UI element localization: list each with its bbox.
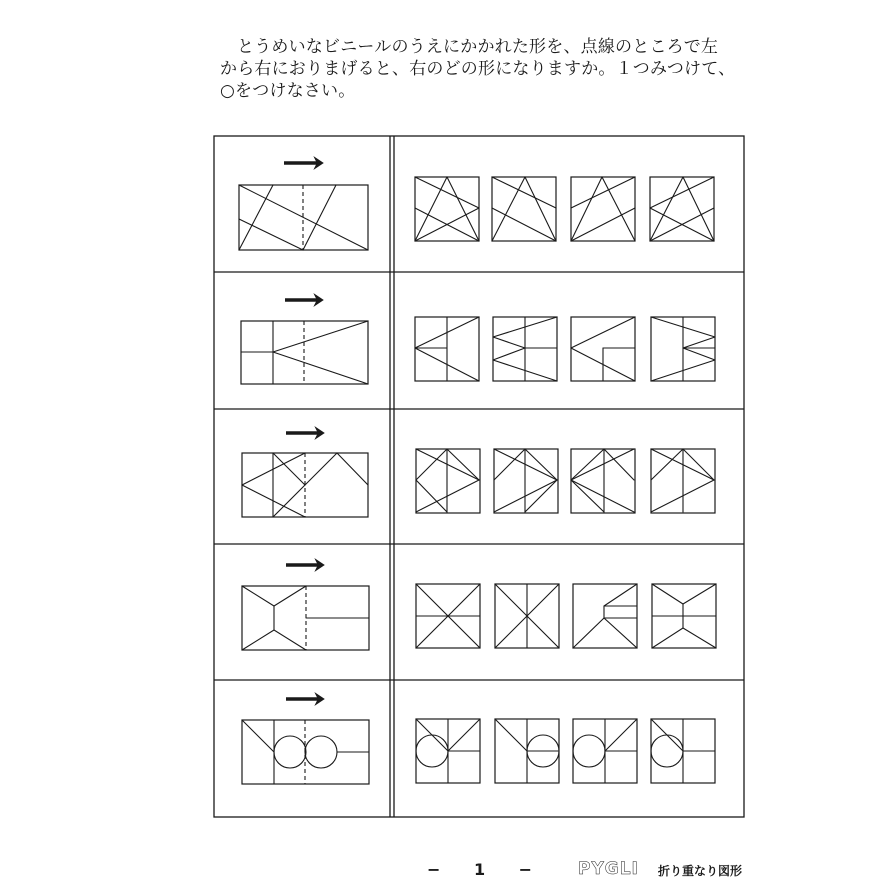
answer-option-1[interactable] <box>416 449 480 513</box>
answer-option-2[interactable] <box>493 317 557 381</box>
answer-option-4[interactable] <box>650 177 714 241</box>
answer-option-3[interactable] <box>571 177 635 241</box>
instruction-line-3: ○をつけなさい。 <box>220 81 356 101</box>
answer-option-3[interactable] <box>571 317 635 381</box>
worksheet-title: 折り重なり図形 <box>658 864 743 878</box>
answer-option-1[interactable] <box>415 317 479 381</box>
answer-option-2[interactable] <box>492 177 556 241</box>
source-figure <box>242 453 368 517</box>
answer-option-4[interactable] <box>651 317 715 381</box>
shape-frame <box>416 449 480 513</box>
answer-option-2[interactable] <box>495 584 559 648</box>
answer-option-3[interactable] <box>573 584 637 648</box>
problem-row-2 <box>241 300 715 384</box>
source-figure <box>241 321 368 384</box>
problems <box>239 163 716 784</box>
answer-option-4[interactable] <box>651 449 715 513</box>
source-figure <box>242 720 369 784</box>
shape-frame <box>650 177 714 241</box>
answer-option-1[interactable] <box>416 719 480 783</box>
answer-option-1[interactable] <box>415 177 479 241</box>
problem-row-1 <box>239 163 714 250</box>
instruction-line-2: から右におりまげると、右のどの形になりますか。１つみつけて、 <box>220 59 736 79</box>
answer-option-4[interactable] <box>651 719 715 783</box>
page-number: − 1 − <box>427 860 547 879</box>
answer-option-4[interactable] <box>652 584 716 648</box>
shape-frame <box>415 177 479 241</box>
answer-option-2[interactable] <box>495 719 559 783</box>
problem-row-4 <box>242 565 716 650</box>
shape-frame <box>571 449 635 513</box>
answer-option-2[interactable] <box>494 449 558 513</box>
publisher-logo: PYGLI <box>578 859 639 879</box>
answer-option-3[interactable] <box>573 719 637 783</box>
problem-row-5 <box>242 699 715 784</box>
answer-option-1[interactable] <box>416 584 480 648</box>
problem-row-3 <box>242 433 715 517</box>
shape-frame <box>494 449 558 513</box>
shape-frame <box>492 177 556 241</box>
answer-option-3[interactable] <box>571 449 635 513</box>
source-figure <box>242 586 369 650</box>
instruction-text-1: とうめいなビニールのうえにかかれた形を、点線のところで左 <box>237 37 719 57</box>
shape-frame <box>571 177 635 241</box>
source-figure <box>239 185 368 250</box>
